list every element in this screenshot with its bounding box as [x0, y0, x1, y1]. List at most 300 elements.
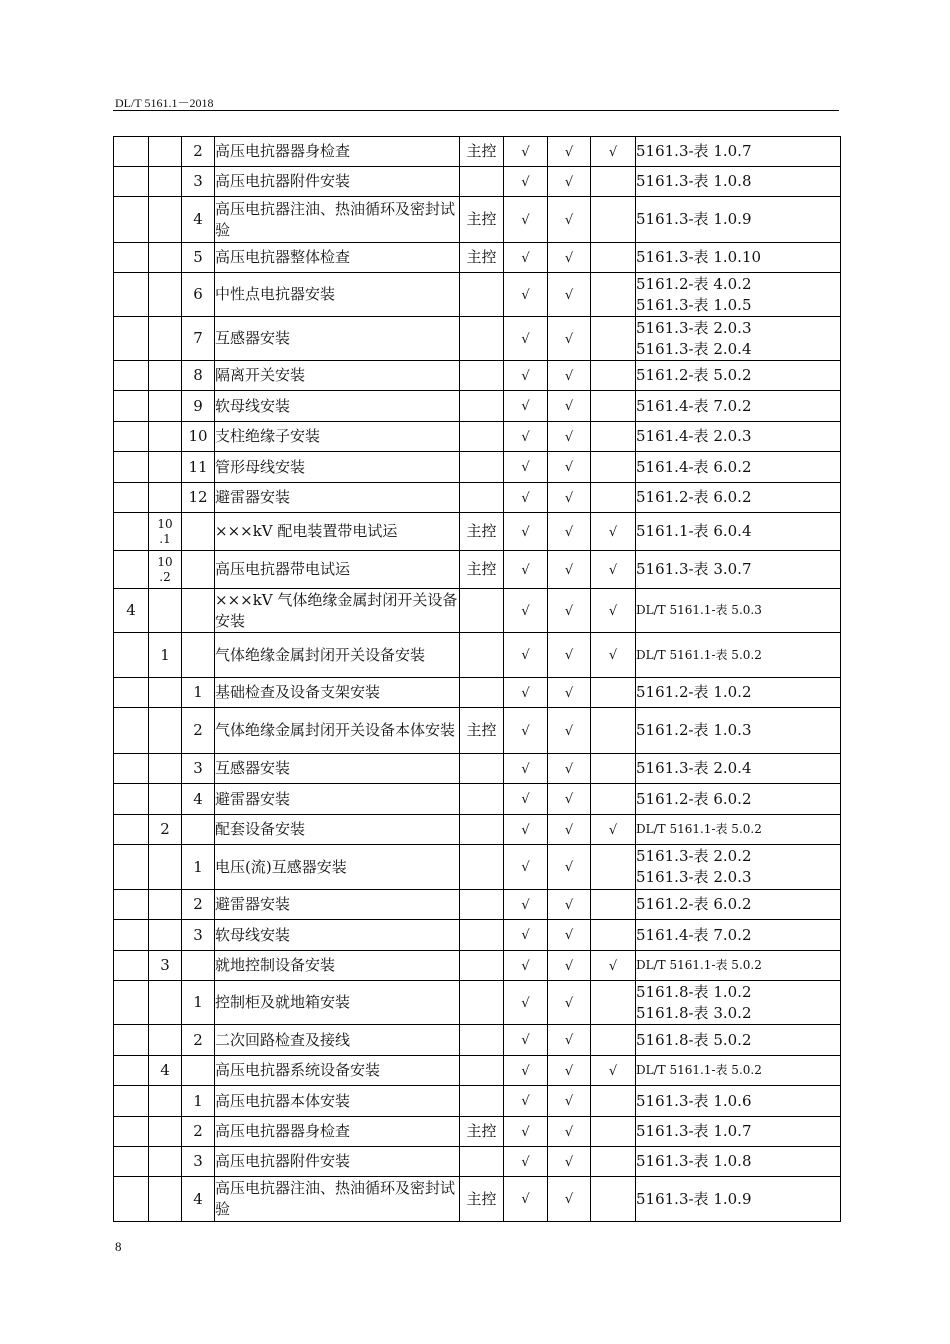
control-flag	[460, 361, 504, 391]
check-c2	[548, 167, 591, 197]
table-row	[114, 1056, 841, 1086]
standard-reference	[636, 1117, 841, 1147]
control-flag	[460, 1147, 504, 1177]
checkmark-icon: √	[564, 250, 574, 266]
check-c1	[504, 243, 548, 273]
standard-reference-line: 5161.3-表 2.0.4	[636, 339, 752, 358]
table-row	[114, 422, 841, 452]
standard-reference	[636, 784, 841, 815]
level2-number	[149, 551, 182, 589]
level1-number	[114, 754, 149, 784]
check-c1	[504, 815, 548, 845]
check-c1	[504, 890, 548, 920]
item-name: 高压电抗器整体检查	[215, 243, 460, 273]
checkmark-icon: √	[564, 212, 574, 228]
table-row	[114, 1117, 841, 1147]
check-c1	[504, 951, 548, 981]
level2-number	[149, 1025, 182, 1056]
table-row	[114, 708, 841, 754]
check-c2	[548, 452, 591, 483]
standard-reference	[636, 317, 841, 361]
level2-number	[149, 920, 182, 951]
standard-reference-line: 5161.3-表 1.0.8	[636, 172, 752, 190]
page-number: 8	[115, 1239, 122, 1254]
standard-reference-line: DL/T 5161.1-表 5.0.2	[636, 822, 762, 836]
inspection-items-table	[113, 136, 841, 1222]
control-flag	[460, 1025, 504, 1056]
checkmark-icon: √	[521, 1063, 530, 1079]
control-flag	[460, 678, 504, 708]
check-c1	[504, 589, 548, 633]
level1-number	[114, 361, 149, 391]
standard-reference-line: 5161.3-表 1.0.7	[636, 1122, 752, 1140]
level1-number	[114, 513, 149, 551]
table-row	[114, 589, 841, 633]
checkmark-icon: √	[521, 212, 530, 228]
control-flag	[460, 981, 504, 1025]
checkmark-icon: √	[564, 1063, 574, 1079]
level1-number	[114, 1086, 149, 1117]
standard-reference-line: 5161.3-表 2.0.2	[636, 847, 752, 865]
level2-number	[149, 754, 182, 784]
checkmark-icon: √	[564, 685, 574, 701]
standard-reference	[636, 951, 841, 981]
table-row	[114, 361, 841, 391]
item-name: 电压(流)互感器安装	[215, 845, 460, 890]
standard-reference	[636, 1056, 841, 1086]
check-c2	[548, 422, 591, 452]
level1-number	[114, 708, 149, 754]
level2-number	[149, 708, 182, 754]
check-c2	[548, 633, 591, 678]
item-name: 高压电抗器器身检查	[215, 137, 460, 167]
check-c1	[504, 551, 548, 589]
control-flag	[460, 784, 504, 815]
check-c3	[591, 951, 636, 981]
check-c1	[504, 483, 548, 513]
checkmark-icon: √	[521, 603, 530, 619]
level3-number: 6	[182, 273, 215, 317]
control-flag	[460, 633, 504, 678]
check-c2	[548, 317, 591, 361]
control-flag: 主控	[460, 1117, 504, 1147]
checkmark-icon: √	[564, 723, 574, 739]
level1-number	[114, 551, 149, 589]
checkmark-icon: √	[521, 1124, 530, 1140]
level2-number	[149, 317, 182, 361]
check-c1	[504, 784, 548, 815]
table-row	[114, 317, 841, 361]
check-c3	[591, 890, 636, 920]
checkmark-icon: √	[608, 562, 618, 578]
item-name: 控制柜及就地箱安装	[215, 981, 460, 1025]
standard-reference-line: 5161.2-表 6.0.2	[636, 789, 752, 808]
control-flag: 主控	[460, 243, 504, 273]
check-c3	[591, 678, 636, 708]
level1-number	[114, 1056, 149, 1086]
checkmark-icon: √	[564, 1033, 574, 1048]
standard-reference	[636, 1086, 841, 1117]
checkmark-icon: √	[564, 995, 574, 1011]
standard-reference	[636, 845, 841, 890]
standard-reference-line: 5161.4-表 2.0.3	[636, 427, 752, 445]
level2-number	[149, 391, 182, 422]
level2-number	[149, 167, 182, 197]
check-c2	[548, 890, 591, 920]
checkmark-icon: √	[608, 958, 618, 974]
standard-reference-line: 5161.3-表 1.0.10	[636, 248, 762, 266]
item-name: 避雷器安装	[215, 784, 460, 815]
table-row	[114, 890, 841, 920]
checkmark-icon: √	[521, 958, 530, 974]
checkmark-icon: √	[608, 144, 618, 160]
standard-reference	[636, 633, 841, 678]
check-c2	[548, 1056, 591, 1086]
control-flag: 主控	[460, 708, 504, 754]
control-flag: 主控	[460, 551, 504, 589]
level1-number	[114, 845, 149, 890]
level3-number	[182, 633, 215, 678]
checkmark-icon: √	[564, 1192, 574, 1207]
check-c3	[591, 1025, 636, 1056]
level2-number-part: 1	[160, 645, 170, 664]
level2-number	[149, 845, 182, 890]
table-row	[114, 513, 841, 551]
standard-reference-line: 5161.4-表 6.0.2	[636, 457, 752, 476]
standard-reference	[636, 678, 841, 708]
item-name: 高压电抗器注油、热油循环及密封试验	[215, 1177, 460, 1222]
level2-number	[149, 137, 182, 167]
level1-number	[114, 167, 149, 197]
checkmark-icon: √	[521, 368, 530, 384]
checkmark-icon: √	[521, 331, 530, 347]
standard-reference-line: 5161.3-表 1.0.5	[636, 295, 752, 314]
standard-reference-line: 5161.1-表 6.0.4	[636, 522, 752, 540]
item-name: 就地控制设备安装	[215, 951, 460, 981]
standard-reference-line: 5161.3-表 3.0.7	[636, 560, 752, 578]
level3-number: 4	[182, 784, 215, 815]
check-c1	[504, 1086, 548, 1117]
level1-number	[114, 890, 149, 920]
level2-number-part: 3	[160, 956, 170, 974]
item-name: ×××kV 气体绝缘金属封闭开关设备安装	[215, 589, 460, 633]
level1-number: 4	[114, 589, 149, 633]
control-flag	[460, 890, 504, 920]
table-row	[114, 678, 841, 708]
table-row	[114, 551, 841, 589]
standard-reference	[636, 243, 841, 273]
check-c3	[591, 273, 636, 317]
standard-reference	[636, 1177, 841, 1222]
standard-reference	[636, 1147, 841, 1177]
check-c3	[591, 920, 636, 951]
check-c3	[591, 243, 636, 273]
checkmark-icon: √	[564, 897, 574, 913]
item-name: 气体绝缘金属封闭开关设备本体安装	[215, 708, 460, 754]
level3-number: 3	[182, 754, 215, 784]
checkmark-icon: √	[521, 648, 530, 663]
standard-reference-line: 5161.3-表 2.0.3	[636, 318, 752, 337]
standard-reference-line: 5161.3-表 1.0.9	[636, 1189, 752, 1208]
item-name: 高压电抗器器身检查	[215, 1117, 460, 1147]
table-row	[114, 754, 841, 784]
level1-number	[114, 197, 149, 243]
checkmark-icon: √	[564, 822, 574, 838]
level3-number	[182, 589, 215, 633]
level1-number	[114, 678, 149, 708]
check-c2	[548, 137, 591, 167]
check-c1	[504, 1177, 548, 1222]
standard-reference-line: 5161.3-表 2.0.3	[636, 868, 752, 886]
check-c1	[504, 317, 548, 361]
standard-reference	[636, 361, 841, 391]
level1-number	[114, 784, 149, 815]
level2-number	[149, 678, 182, 708]
checkmark-icon: √	[608, 1063, 618, 1079]
check-c1	[504, 1147, 548, 1177]
standard-reference	[636, 391, 841, 422]
level3-number: 9	[182, 391, 215, 422]
level2-number	[149, 1086, 182, 1117]
checkmark-icon: √	[564, 1094, 574, 1109]
check-c2	[548, 589, 591, 633]
checkmark-icon: √	[521, 1094, 530, 1109]
control-flag	[460, 452, 504, 483]
level2-number-part: 10	[157, 554, 173, 569]
table-row	[114, 920, 841, 951]
check-c3	[591, 633, 636, 678]
table-row	[114, 167, 841, 197]
check-c1	[504, 197, 548, 243]
table-row	[114, 784, 841, 815]
checkmark-icon: √	[521, 1033, 530, 1048]
level2-number	[149, 243, 182, 273]
control-flag	[460, 951, 504, 981]
check-c2	[548, 243, 591, 273]
check-c3	[591, 391, 636, 422]
level1-number	[114, 981, 149, 1025]
checkmark-icon: √	[521, 524, 530, 540]
header-rule	[113, 110, 839, 111]
check-c3	[591, 452, 636, 483]
table-body	[114, 137, 841, 1222]
checkmark-icon: √	[521, 928, 530, 943]
control-flag	[460, 754, 504, 784]
table-row	[114, 1086, 841, 1117]
level1-number	[114, 1177, 149, 1222]
table-row	[114, 273, 841, 317]
level2-number-part: .1	[159, 531, 171, 546]
check-c2	[548, 920, 591, 951]
checkmark-icon: √	[564, 648, 574, 663]
item-name: 高压电抗器带电试运	[215, 551, 460, 589]
level1-number	[114, 422, 149, 452]
table-row	[114, 243, 841, 273]
standard-reference-line: DL/T 5161.1-表 5.0.2	[636, 647, 762, 662]
level2-number	[149, 452, 182, 483]
table-row	[114, 1147, 841, 1177]
item-name: 避雷器安装	[215, 890, 460, 920]
check-c2	[548, 361, 591, 391]
checkmark-icon: √	[564, 144, 574, 160]
checkmark-icon: √	[521, 1192, 530, 1207]
check-c2	[548, 754, 591, 784]
control-flag	[460, 422, 504, 452]
level3-number: 1	[182, 678, 215, 708]
level2-number	[149, 981, 182, 1025]
checkmark-icon: √	[608, 648, 618, 663]
standard-reference	[636, 920, 841, 951]
header-doc-code: DL/T 5161.1－2018	[115, 96, 214, 110]
checkmark-icon: √	[521, 822, 530, 838]
level1-number	[114, 391, 149, 422]
table-row	[114, 633, 841, 678]
check-c1	[504, 513, 548, 551]
level2-number	[149, 422, 182, 452]
check-c1	[504, 391, 548, 422]
checkmark-icon: √	[564, 1124, 574, 1140]
check-c3	[591, 422, 636, 452]
level2-number	[149, 273, 182, 317]
item-name: 互感器安装	[215, 754, 460, 784]
check-c2	[548, 708, 591, 754]
level3-number: 5	[182, 243, 215, 273]
control-flag	[460, 391, 504, 422]
item-name: 隔离开关安装	[215, 361, 460, 391]
control-flag: 主控	[460, 1177, 504, 1222]
check-c1	[504, 981, 548, 1025]
item-name: ×××kV 配电装置带电试运	[215, 513, 460, 551]
level1-number	[114, 483, 149, 513]
standard-reference	[636, 137, 841, 167]
checkmark-icon: √	[521, 685, 530, 701]
control-flag	[460, 1056, 504, 1086]
checkmark-icon: √	[521, 429, 530, 445]
standard-reference-line: DL/T 5161.1-表 5.0.3	[636, 603, 762, 617]
standard-reference	[636, 551, 841, 589]
check-c3	[591, 137, 636, 167]
standard-reference-line: 5161.8-表 5.0.2	[636, 1030, 752, 1049]
checkmark-icon: √	[521, 562, 530, 578]
check-c3	[591, 1117, 636, 1147]
check-c1	[504, 678, 548, 708]
checkmark-icon: √	[564, 860, 574, 875]
standard-reference	[636, 589, 841, 633]
standard-reference-line: 5161.2-表 5.0.2	[636, 366, 752, 384]
check-c3	[591, 815, 636, 845]
standard-reference-line: 5161.4-表 7.0.2	[636, 396, 752, 415]
table-row	[114, 452, 841, 483]
check-c2	[548, 1086, 591, 1117]
checkmark-icon: √	[564, 399, 574, 414]
standard-reference-line: 5161.4-表 7.0.2	[636, 925, 752, 944]
check-c2	[548, 845, 591, 890]
table-row	[114, 951, 841, 981]
check-c1	[504, 1117, 548, 1147]
level2-number-part: .2	[159, 569, 171, 584]
standard-reference	[636, 422, 841, 452]
standard-reference-line: 5161.8-表 1.0.2	[636, 982, 752, 1001]
level2-number	[149, 1147, 182, 1177]
check-c3	[591, 1086, 636, 1117]
checkmark-icon: √	[564, 287, 574, 303]
level3-number: 2	[182, 708, 215, 754]
level2-number	[149, 815, 182, 845]
check-c2	[548, 951, 591, 981]
check-c1	[504, 633, 548, 678]
item-name: 互感器安装	[215, 317, 460, 361]
item-name: 高压电抗器附件安装	[215, 167, 460, 197]
checkmark-icon: √	[564, 792, 574, 807]
check-c3	[591, 1056, 636, 1086]
checkmark-icon: √	[521, 144, 530, 160]
checkmark-icon: √	[521, 490, 530, 506]
standard-reference-line: DL/T 5161.1-表 5.0.2	[636, 958, 762, 972]
check-c3	[591, 513, 636, 551]
checkmark-icon: √	[521, 995, 530, 1011]
item-name: 配套设备安装	[215, 815, 460, 845]
item-name: 软母线安装	[215, 920, 460, 951]
checkmark-icon: √	[564, 174, 574, 190]
standard-reference-line: 5161.3-表 1.0.7	[636, 142, 752, 160]
checkmark-icon: √	[521, 897, 530, 913]
check-c1	[504, 845, 548, 890]
checkmark-icon: √	[564, 524, 574, 540]
standard-reference	[636, 981, 841, 1025]
checkmark-icon: √	[564, 490, 574, 506]
level3-number: 7	[182, 317, 215, 361]
control-flag: 主控	[460, 137, 504, 167]
level3-number	[182, 1056, 215, 1086]
level1-number	[114, 1025, 149, 1056]
check-c1	[504, 273, 548, 317]
check-c3	[591, 167, 636, 197]
check-c3	[591, 483, 636, 513]
check-c3	[591, 708, 636, 754]
checkmark-icon: √	[608, 524, 618, 540]
checkmark-icon: √	[564, 429, 574, 445]
check-c2	[548, 1177, 591, 1222]
standard-reference	[636, 483, 841, 513]
item-name: 管形母线安装	[215, 452, 460, 483]
standard-reference	[636, 273, 841, 317]
check-c2	[548, 1117, 591, 1147]
standard-reference-line: 5161.3-表 1.0.9	[636, 210, 752, 228]
level3-number: 8	[182, 361, 215, 391]
check-c3	[591, 197, 636, 243]
item-name: 二次回路检查及接线	[215, 1025, 460, 1056]
checkmark-icon: √	[521, 761, 530, 777]
level3-number: 11	[182, 452, 215, 483]
level3-number: 3	[182, 920, 215, 951]
table-row	[114, 815, 841, 845]
control-flag	[460, 1086, 504, 1117]
check-c1	[504, 1056, 548, 1086]
item-name: 基础检查及设备支架安装	[215, 678, 460, 708]
check-c2	[548, 197, 591, 243]
table-row	[114, 981, 841, 1025]
item-name: 避雷器安装	[215, 483, 460, 513]
control-flag	[460, 317, 504, 361]
check-c3	[591, 1177, 636, 1222]
check-c1	[504, 708, 548, 754]
standard-reference	[636, 890, 841, 920]
level3-number: 3	[182, 167, 215, 197]
standard-reference	[636, 513, 841, 551]
checkmark-icon: √	[564, 603, 574, 619]
item-name: 气体绝缘金属封闭开关设备安装	[215, 633, 460, 678]
standard-reference	[636, 1025, 841, 1056]
